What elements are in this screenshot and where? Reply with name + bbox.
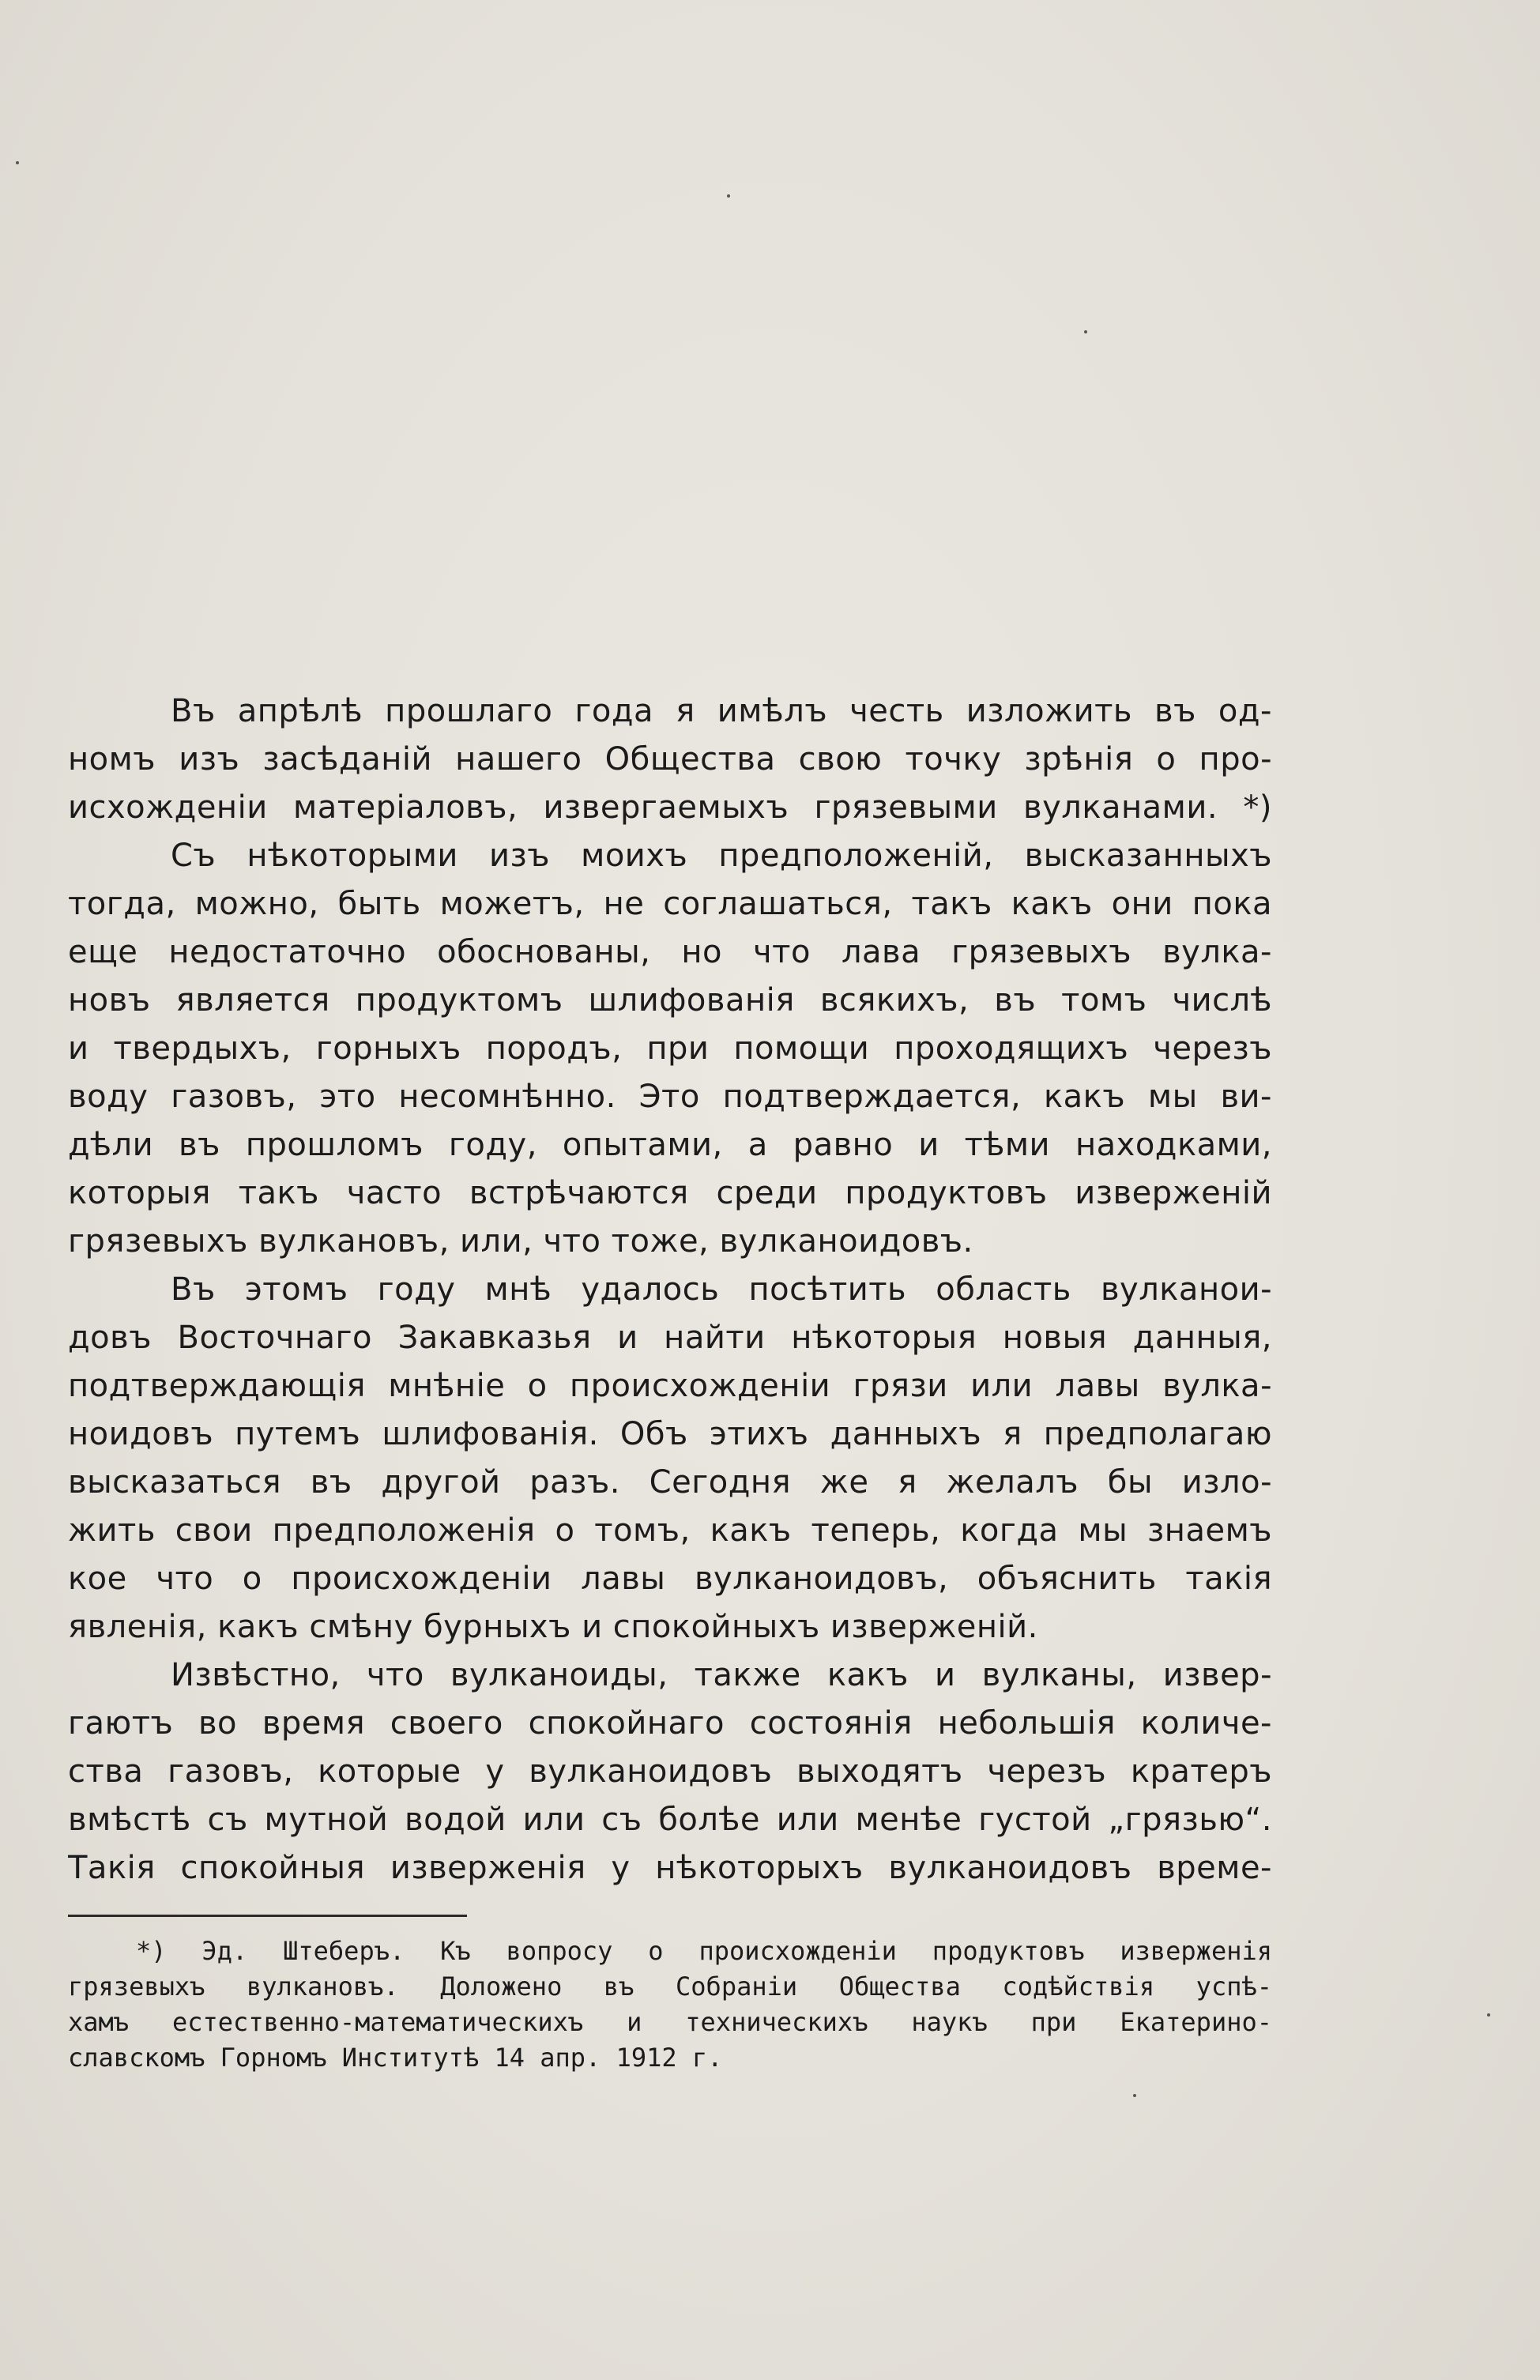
paragraph-line: тогда, можно, быть можетъ, не соглашаться, такъ какъ они пока xyxy=(68,886,1272,922)
paragraph-line: еще недостаточно обоснованы, но что лава грязевыхъ вулка- xyxy=(68,934,1272,970)
scan-speck xyxy=(727,194,730,198)
paragraph-line: высказаться въ другой разъ. Сегодня же я желалъ бы изло- xyxy=(68,1464,1272,1501)
paragraph-line: жить свои предположенія о томъ, какъ теперь, когда мы знаемъ xyxy=(68,1512,1272,1549)
paragraph-line: Въ этомъ году мнѣ удалось посѣтить область вулканои- xyxy=(171,1271,1272,1308)
paragraph-line: номъ изъ засѣданій нашего Общества свою точку зрѣнія о про- xyxy=(68,741,1272,778)
scan-speck xyxy=(1133,2094,1136,2097)
footnote-line: *) Эд. Штеберъ. Къ вопросу о происхожденіи продуктовъ изверженія xyxy=(136,1936,1272,1966)
paragraph-line: вмѣстѣ съ мутной водой или съ болѣе или менѣе густой „грязью“. xyxy=(68,1802,1272,1838)
paragraph-line: грязевыхъ вулкановъ, или, что тоже, вулканоидовъ. xyxy=(68,1223,973,1260)
paragraph-line: исхожденіи матеріаловъ, извергаемыхъ грязевыми вулканами. *) xyxy=(68,789,1272,826)
paragraph-line: Извѣстно, что вулканоиды, также какъ и вулканы, извер- xyxy=(171,1657,1272,1693)
scan-speck xyxy=(1084,330,1087,333)
paragraph-line: кое что о происхожденіи лавы вулканоидовъ, объяснить такія xyxy=(68,1561,1272,1597)
scan-speck xyxy=(1487,2013,1490,2017)
footnote-line: грязевыхъ вулкановъ. Доложено въ Собраніи Общества содѣйствія успѣ- xyxy=(68,1971,1272,2002)
body-text xyxy=(68,687,1272,1892)
paragraph-line: Съ нѣкоторыми изъ моихъ предположеній, высказанныхъ xyxy=(171,838,1272,874)
paragraph-line: ства газовъ, которые у вулканоидовъ выходятъ черезъ кратеръ xyxy=(68,1753,1272,1790)
footnote xyxy=(68,1934,1272,2076)
paragraph-line: гаютъ во время своего спокойнаго состоянія небольшія количе- xyxy=(68,1705,1272,1742)
footnote-divider xyxy=(68,1915,467,1917)
paragraph-line: воду газовъ, это несомнѣнно. Это подтверждается, какъ мы ви- xyxy=(68,1079,1272,1115)
paragraph-line: новъ является продуктомъ шлифованія всякихъ, въ томъ числѣ xyxy=(68,982,1272,1019)
paragraph-line: которыя такъ часто встрѣчаются среди продуктовъ изверженій xyxy=(68,1175,1272,1211)
paragraph-line: Въ апрѣлѣ прошлаго года я имѣлъ честь изложить въ од- xyxy=(171,693,1272,729)
paragraph-line: подтверждающія мнѣніе о происхожденіи грязи или лавы вулка- xyxy=(68,1368,1272,1404)
paragraph-line: довъ Восточнаго Закавказья и найти нѣкоторыя новыя данныя, xyxy=(68,1320,1272,1356)
scan-speck xyxy=(16,161,19,164)
paragraph-line: явленія, какъ смѣну бурныхъ и спокойныхъ изверженій. xyxy=(68,1609,1038,1645)
paragraph-line: Такія спокойныя изверженія у нѣкоторыхъ вулканоидовъ време- xyxy=(68,1850,1272,1886)
paragraph-line: ноидовъ путемъ шлифованія. Объ этихъ данныхъ я предполагаю xyxy=(68,1416,1272,1452)
paragraph-line: дѣли въ прошломъ году, опытами, а равно и тѣми находками, xyxy=(68,1127,1272,1163)
footnote-line: хамъ естественно-математическихъ и техническихъ наукъ при Екатерино- xyxy=(68,2007,1272,2037)
footnote-line: славскомъ Горномъ Институтѣ 14 апр. 1912 г. xyxy=(68,2043,723,2073)
paragraph-line: и твердыхъ, горныхъ породъ, при помощи проходящихъ черезъ xyxy=(68,1030,1272,1067)
